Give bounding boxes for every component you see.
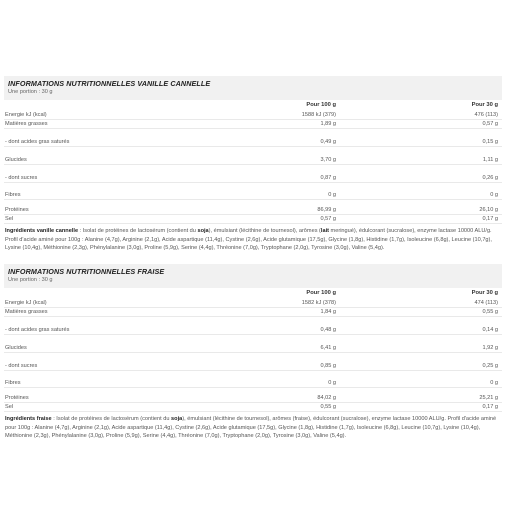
- row-value-100g: 0 g: [328, 192, 336, 198]
- row-value-100g: 84,02 g: [317, 395, 336, 401]
- row-label: Glucides: [5, 345, 27, 351]
- row-value-100g: 1,89 g: [320, 121, 336, 127]
- nutrition-row-matieres-grasses: [4, 308, 502, 317]
- section-header: [4, 76, 502, 100]
- row-label: Sel: [5, 404, 14, 410]
- row-value-portion: 0,26 g: [482, 175, 498, 181]
- nutrition-row-proteines: [4, 200, 502, 215]
- nutrition-row-glucides: [4, 335, 502, 353]
- row-value-portion: 0,57 g: [482, 121, 498, 127]
- row-label: Fibres: [5, 380, 21, 386]
- row-label: Glucides: [5, 157, 27, 163]
- nutrition-row-satures: [4, 129, 502, 147]
- row-label: - dont acides gras saturés: [5, 327, 70, 333]
- column-headers: [4, 288, 502, 299]
- row-value-100g: 0,57 g: [320, 216, 336, 222]
- row-label: Energie kJ (kcal): [5, 112, 47, 118]
- row-value-portion: 0,17 g: [482, 404, 498, 410]
- portion-size: Une portion : 30 g: [8, 277, 53, 283]
- row-label: Protéines: [5, 207, 29, 213]
- allergen-soja: soja: [197, 228, 209, 234]
- row-label: Matières grasses: [5, 309, 48, 315]
- nutrition-section-vanille: [4, 76, 502, 253]
- row-value-100g: 0,48 g: [320, 327, 336, 333]
- ingredients-label: Ingrédients vanille cannelle: [5, 228, 79, 234]
- row-label: Sel: [5, 216, 14, 222]
- row-value-portion: 0 g: [490, 380, 498, 386]
- nutrition-row-sel: [4, 403, 502, 412]
- row-label: - dont acides gras saturés: [5, 139, 70, 145]
- row-value-100g: 0,85 g: [320, 363, 336, 369]
- row-label: Matières grasses: [5, 121, 48, 127]
- row-value-portion: 0,15 g: [482, 139, 498, 145]
- row-value-100g: 0,49 g: [320, 139, 336, 145]
- row-label: - dont sucres: [5, 363, 38, 369]
- section-title: INFORMATIONS NUTRITIONNELLES FRAISE: [8, 267, 165, 276]
- nutrition-row-sel: [4, 215, 502, 224]
- nutrition-row-energie: [4, 111, 502, 120]
- nutrition-row-proteines: [4, 388, 502, 403]
- section-title: INFORMATIONS NUTRITIONNELLES VANILLE CANNELLE: [8, 79, 211, 88]
- nutrition-section-fraise: [4, 264, 502, 441]
- row-value-100g: 0 g: [328, 380, 336, 386]
- row-value-portion: 0,55 g: [482, 309, 498, 315]
- column-header-100g: Pour 100 g: [306, 102, 336, 108]
- row-value-portion: 1,11 g: [482, 157, 498, 163]
- nutrition-row-satures: [4, 317, 502, 335]
- allergen-soja: soja: [171, 416, 183, 422]
- row-value-portion: 474 (113): [474, 300, 498, 306]
- nutrition-row-sucres: [4, 353, 502, 371]
- row-value-100g: 1588 kJ (379): [301, 112, 336, 118]
- row-value-portion: 25,21 g: [479, 395, 498, 401]
- row-value-100g: 0,87 g: [320, 175, 336, 181]
- ingredients-part: : Isolat de protéines de lactosérum (contient du: [51, 416, 172, 422]
- ingredients-label: Ingrédients fraise: [5, 416, 52, 422]
- row-value-100g: 1,84 g: [320, 309, 336, 315]
- ingredients-part: : Isolat de protéines de lactosérum (contient du: [78, 228, 198, 234]
- row-value-portion: 0,25 g: [482, 363, 498, 369]
- row-value-portion: 0 g: [490, 192, 498, 198]
- row-value-portion: 1,92 g: [482, 345, 498, 351]
- row-value-100g: 1582 kJ (378): [301, 300, 336, 306]
- row-label: Fibres: [5, 192, 21, 198]
- ingredients-part: ), émulsiant (lécithine de tournesol), arômes (: [208, 228, 321, 234]
- nutrition-row-fibres: [4, 183, 502, 200]
- row-value-portion: 0,17 g: [482, 216, 498, 222]
- row-label: Energie kJ (kcal): [5, 300, 47, 306]
- row-label: Protéines: [5, 395, 29, 401]
- nutrition-row-sucres: [4, 165, 502, 183]
- ingredients-part: meringué), édulcorant (sucralose), enzyme lactase 10000 ALU/g. Profil d'acide aminé pour 100g : Alanine (4,7g), Arginine (2,1g), Acide aspartique (11,4g), Cystine (2,6g), Acide glutamique (17,5g), Glycine (1,8g), Histidine (1,7g), Isoleucine (6,8g), Leucine (10,7g), Lysine (10,4g), Méthionine (2,3g), Phénylalanine (3,0g), Proline (5,9g), Serine (4,4g), Thréonine (7,0g), Tryptophane (2,0g), Tyrosine (3,0g), Valine (5,4g).: [5, 228, 492, 252]
- row-value-100g: 86,99 g: [317, 207, 336, 213]
- ingredients-text: [4, 412, 502, 441]
- ingredients-part: ), émulsiant (lécithine de tournesol), arômes (fraise), édulcorant (sucralose), enzyme lactase 10000 ALU/g. Profil d'acide aminé pour 100g : Alanine (4,7g), Arginine (2,1g), Acide aspartique (11,4g), Cystine (2,6g), Acide glutamique (17,5g), Glycine (1,8g), Histidine (1,7g), Isoleucine (6,8g), Leucine (10,7g), Lysine (10,4g), Méthionine (2,3g), Phénylalanine (3,0g), Proline (5,9g), Serine (4,4g), Thréonine (7,0g), Tryptophane (2,0g), Tyrosine (3,0g), Valine (5,4g).: [5, 416, 497, 440]
- column-header-100g: Pour 100 g: [306, 290, 336, 296]
- nutrition-row-matieres-grasses: [4, 120, 502, 129]
- row-label: - dont sucres: [5, 175, 38, 181]
- section-header: [4, 264, 502, 288]
- nutrition-row-energie: [4, 299, 502, 308]
- row-value-100g: 3,70 g: [320, 157, 336, 163]
- row-value-portion: 26,10 g: [479, 207, 498, 213]
- column-headers: [4, 100, 502, 111]
- row-value-100g: 6,41 g: [320, 345, 336, 351]
- allergen-lait: lait: [320, 228, 329, 234]
- column-header-portion: Pour 30 g: [471, 102, 498, 108]
- nutrition-row-glucides: [4, 147, 502, 165]
- row-value-portion: 476 (113): [474, 112, 498, 118]
- ingredients-text: [4, 224, 502, 253]
- row-value-100g: 0,55 g: [320, 404, 336, 410]
- nutrition-row-fibres: [4, 371, 502, 388]
- row-value-portion: 0,14 g: [482, 327, 498, 333]
- column-header-portion: Pour 30 g: [471, 290, 498, 296]
- portion-size: Une portion : 30 g: [8, 89, 53, 95]
